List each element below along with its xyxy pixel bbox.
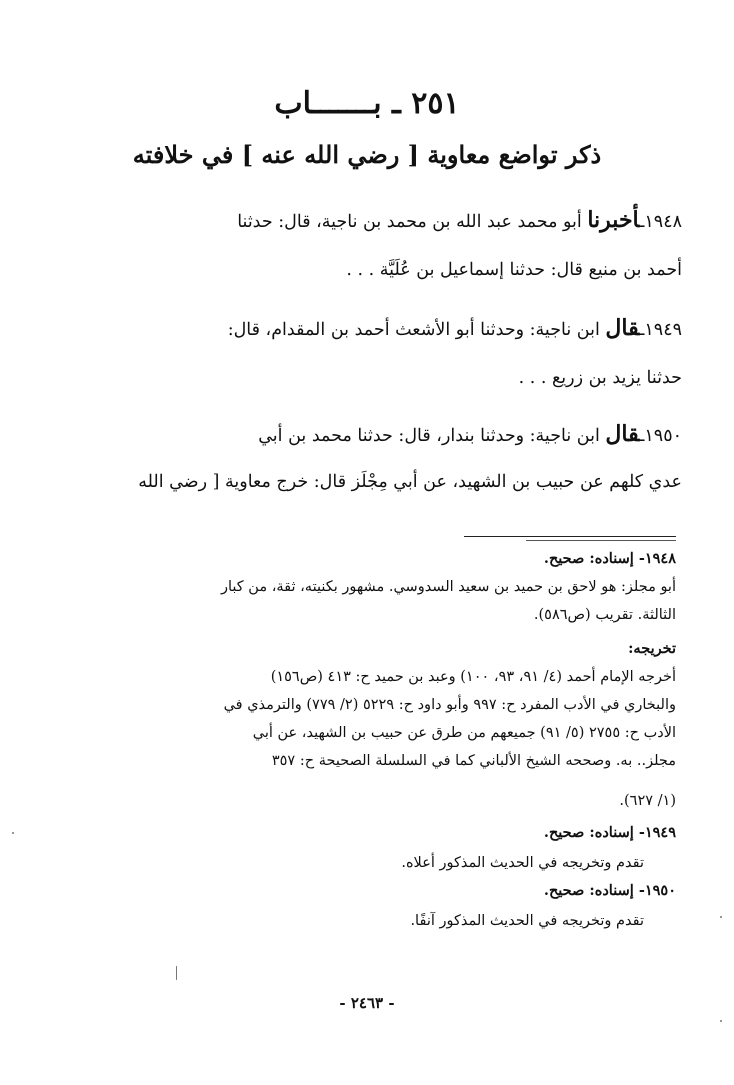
hadith-number: ١٩٤٩ـ [639,320,682,340]
hadith-1948-line-2: أحمد بن منيع قال: حدثنا إسماعيل بن عُلَيَّة . . . [346,260,682,280]
footnote-1950-heading: ١٩٥٠- إسناده: صحيح. [543,882,676,899]
footnote-1949-heading: ١٩٤٩- إسناده: صحيح. [543,824,676,841]
hadith-keyword: أخبرنا [587,207,640,233]
page-number: - ٢٤٦٣ - [339,994,395,1012]
hadith-keyword: قال [605,421,640,447]
scan-speck [720,916,722,918]
hadith-number: ١٩٥٠ـ [639,426,682,446]
footnote-1948-heading: ١٩٤٨- إسناده: صحيح. [543,550,676,567]
hadith-text: أبو محمد عبد الله بن محمد بن ناجية، قال: حدثنا [237,212,588,232]
chapter-title: ذكر تواضع معاوية [ رضي الله عنه ] في خلافته [132,140,602,169]
chapter-heading: ٢٥١ ـ بـــــــاب [274,86,460,121]
takhrij-line-2: والبخاري في الأدب المفرد ح: ٩٩٧ وأبو داود ح: ٥٢٢٩ (٢/ ٧٧٩) والترمذي في [223,697,676,713]
hadith-text: ابن ناجية: وحدثنا بندار، قال: حدثنا محمد بن أبي [258,426,606,446]
footnote-1949-line-1: تقدم وتخريجه في الحديث المذكور أعلاه. [401,855,644,871]
hadith-1949-line-1 [46,314,682,344]
hadith-1949-line-2: حدثنا يزيد بن زريع . . . [518,368,682,388]
takhrij-line-3: الأدب ح: ٢٧٥٥ (٥/ ٩١) جميعهم من طرق عن حبيب بن الشهيد، عن أبي [252,725,676,741]
hadith-1950-line-2: عدي كلهم عن حبيب بن الشهيد، عن أبي مِجْلَز قال: خرج معاوية [ رضي الله [138,472,682,492]
hadith-keyword: قال [605,315,640,341]
takhrij-heading: تخريجه: [628,640,676,657]
hadith-1948-line-1 [46,206,682,236]
takhrij-line-4: مجلز.. به. وصححه الشيخ الألباني كما في السلسلة الصحيحة ح: ٣٥٧ [271,753,676,769]
footnote-1950-line-1: تقدم وتخريجه في الحديث المذكور آنفًا. [410,913,644,929]
footnote-separator [464,536,676,537]
footnote-separator-double [526,540,676,541]
scan-mark [176,966,177,980]
scan-speck [720,1020,722,1022]
footnote-1948-line-2: الثالثة. تقريب (ص٥٨٦). [533,607,676,623]
scan-speck [12,832,14,834]
takhrij-line-5: (١/ ٦٢٧). [619,793,676,809]
takhrij-line-1: أخرجه الإمام أحمد (٤/ ٩١، ٩٣، ١٠٠) وعبد بن حميد ح: ٤١٣ (ص١٥٦) [270,669,676,685]
hadith-1950-line-1 [46,420,682,450]
footnote-1948-line-1: أبو مجلز: هو لاحق بن حميد بن سعيد السدوسي. مشهور بكنيته، ثقة، من كبار [220,579,676,595]
hadith-number: ١٩٤٨ـ [639,212,682,232]
hadith-text: ابن ناجية: وحدثنا أبو الأشعث أحمد بن المقدام، قال: [227,320,606,340]
